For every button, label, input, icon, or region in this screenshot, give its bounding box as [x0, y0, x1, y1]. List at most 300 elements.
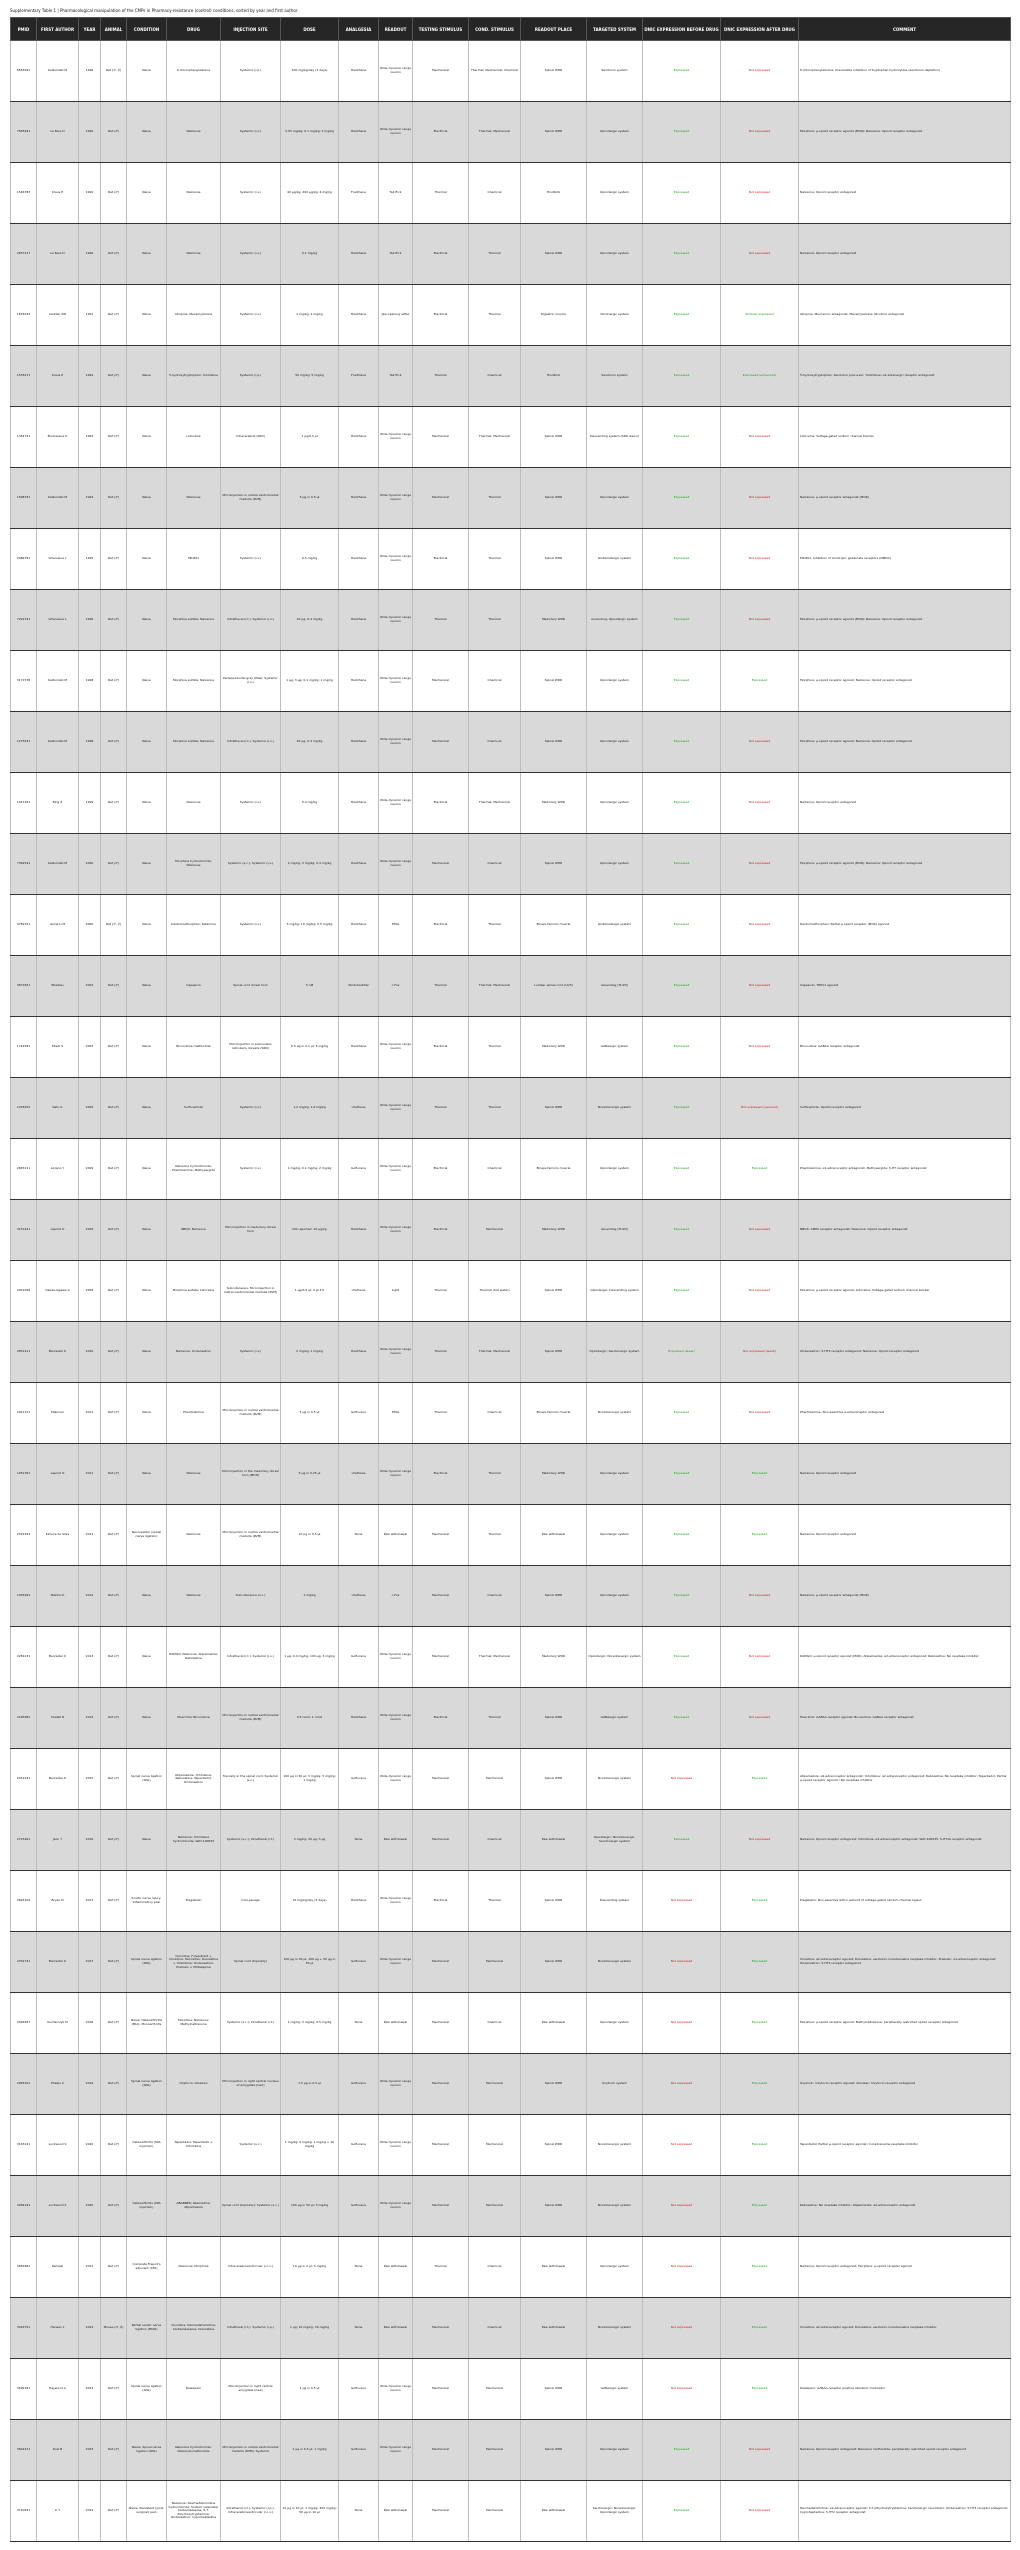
cell-targeted-system: Opioidergic system [587, 712, 643, 773]
cell-cond-stimulus: Thermal [469, 1017, 521, 1078]
cell-condition: Naive [127, 468, 167, 529]
cell-comment: Capsaicin: TRPV1 agonist [799, 956, 1011, 1017]
cell-targeted-system: Opioidergic system [587, 224, 643, 285]
cell-pmid: 1598331 [11, 468, 37, 529]
cell-readout-place: Paw withdrawal [521, 1505, 587, 1566]
cell-testing-stimulus: Mechanical [413, 1627, 469, 1688]
cell-comment: Dexmedetomidine: α2-adrenoceptor agonist; 5,7-dihydroxytryptamine: Serotonergic neurotoxin; Ondansetron: 5-HT3 receptor antagonist; Cyproheptadine: 5-HT2 receptor antagonist [799, 2481, 1011, 2542]
cell-testing-stimulus: Thermal [413, 956, 469, 1017]
cell-expr-after [721, 2054, 799, 2115]
cell-expr-after [721, 1078, 799, 1139]
cell-dose: 1 mg/kg; 2 mg/kg [281, 285, 339, 346]
cell-targeted-system: Ascending (TL4/5) [587, 1200, 643, 1261]
cell-expr-before [643, 773, 721, 834]
expression-status: Expressed [673, 1410, 690, 1415]
cell-animal: Rat (♂) [101, 102, 127, 163]
column-header-first-author: FIRST AUTHOR [37, 18, 79, 41]
cell-analgesia: Urethane [339, 1566, 379, 1627]
cell-first-author: Kucharczyk M [37, 1993, 79, 2054]
cell-expr-before [643, 2359, 721, 2420]
cell-injection-site: Systemic (i.v.) [221, 224, 281, 285]
column-header-comment: COMMENT [799, 18, 1011, 41]
cell-comment: Dextromethorphan: Partial μ-opioid receptor (MOR) agonist [799, 895, 1011, 956]
cell-dose: Not reported; 10 μg/kg [281, 1200, 339, 1261]
cell-readout-place: Spinal WDR [521, 224, 587, 285]
cell-year: 2018 [79, 1993, 101, 2054]
cell-drug: Naloxone [167, 224, 221, 285]
cell-animal: Rat (♂) [101, 224, 127, 285]
cell-analgesia: Urethane [339, 1078, 379, 1139]
cell-analgesia: None [339, 2298, 379, 2359]
cell-first-author: Bannister K [37, 1749, 79, 1810]
cell-readout-place: Medullary WDR [521, 1017, 587, 1078]
cell-dose: 40 μg/kg; 400 μg/kg; 4 mg/kg [281, 163, 339, 224]
table-row [11, 1566, 1011, 1627]
cell-condition: Spinal nerve ligation (SNL) [127, 1749, 167, 1810]
expression-status: Expressed [673, 617, 690, 622]
cell-drug: Naloxone [167, 163, 221, 224]
cell-dose: 5 μg in 0.5 μl [281, 1383, 339, 1444]
cell-readout: Wide dynamic range neuron [379, 1749, 413, 1810]
cell-expr-after [721, 1017, 799, 1078]
column-header-readout: READOUT [379, 18, 413, 41]
cell-readout-place: Spinal WDR [521, 41, 587, 102]
cell-comment: Naloxone: Opioid receptor antagonist [799, 224, 1011, 285]
cell-expr-before [643, 1993, 721, 2054]
cell-injection-site: Systemic (i.v.) [221, 285, 281, 346]
cell-comment: Morphine: μ-opioid receptor agonist; Methylnaltrexone: peripherally restricted opioid receptor antagonist [799, 1993, 1011, 2054]
cell-cond-stimulus: Chemical [469, 834, 521, 895]
cell-year: 2002 [79, 956, 101, 1017]
cell-dose: 1 μg; 0.4 mg/kg; 100 μg; 3 mg/kg [281, 1627, 339, 1688]
cell-pmid: 1935991 [11, 1566, 37, 1627]
cell-dose: 1 μg in 0.5 μl [281, 2359, 339, 2420]
cell-dose: 1 mg/kg; 3 mg/kg; 0.5 mg/kg [281, 1993, 339, 2054]
column-header-expr-after: DNIC EXPRESSION AFTER DRUG [721, 18, 799, 41]
cell-year: 2014 [79, 1688, 101, 1749]
expression-status: Expressed [751, 1776, 768, 1781]
cell-condition: Naive [127, 163, 167, 224]
cell-animal: Rat (♂) [101, 712, 127, 773]
cell-readout-place: Biceps femoris muscle [521, 895, 587, 956]
cell-expr-before [643, 895, 721, 956]
cell-cond-stimulus: Chemical [469, 1810, 521, 1871]
cell-first-author: Rampal [37, 2237, 79, 2298]
expression-status: Expressed [673, 678, 690, 683]
cell-year: 1991 [79, 285, 101, 346]
table-row [11, 1139, 1011, 1200]
cell-testing-stimulus: Thermal [413, 1261, 469, 1322]
expression-status: Not expressed [748, 983, 771, 988]
cell-pmid: 1578271 [11, 346, 37, 407]
cell-expr-after [721, 2359, 799, 2420]
cell-drug: Morphine; Naloxone; Methylnaltrexone [167, 1993, 221, 2054]
cell-first-author: Lapirot O [37, 1200, 79, 1261]
cell-animal: Rat (♂) [101, 468, 127, 529]
cell-pmid: 3416751 [11, 2298, 37, 2359]
cell-expr-before [643, 224, 721, 285]
cell-dose: 1.2 mg/kg; 1.6 mg/kg [281, 1078, 339, 1139]
cell-year: 2003 [79, 1017, 101, 1078]
cell-targeted-system: Descending system [587, 1871, 643, 1932]
cell-animal: Rat (♂) [101, 1139, 127, 1200]
cell-animal: Rat (♂) [101, 651, 127, 712]
cell-first-author: Ebadian [37, 956, 79, 1017]
cell-year: 1998 [79, 712, 101, 773]
cell-expr-before [643, 163, 721, 224]
cell-drug: Clonidine; Dexmedetomidine; Carbamazepine; Duloxetine [167, 2298, 221, 2359]
expression-status: Expressed [673, 251, 690, 256]
cell-year: 1994 [79, 468, 101, 529]
expression-status: Expressed [673, 1715, 690, 1720]
cell-cond-stimulus: Chemical [469, 651, 521, 712]
cell-animal: Rat (♂) [101, 1200, 127, 1261]
cell-cond-stimulus: Mechanical [469, 2420, 521, 2481]
cell-first-author: Lockwood S [37, 2115, 79, 2176]
cell-animal: Rat (♂) [101, 834, 127, 895]
table-row [11, 1871, 1011, 1932]
cell-readout-place: Spinal WDR [521, 2054, 587, 2115]
cell-expr-before [643, 834, 721, 895]
cell-targeted-system: Opioidergic; Descending system [587, 1261, 643, 1322]
cell-expr-before [643, 651, 721, 712]
cell-cond-stimulus: Thermal [469, 285, 521, 346]
expression-status: Expressed [751, 1898, 768, 1903]
cell-expr-before [643, 590, 721, 651]
cell-expr-before [643, 1932, 721, 1993]
expression-status: Not expressed [670, 1776, 693, 1781]
cell-animal: Rat (♂, ♀) [101, 41, 127, 102]
cell-readout: c-Fos [379, 956, 413, 1017]
cell-readout: Light [379, 1261, 413, 1322]
cell-analgesia: Isoflurane [339, 2420, 379, 2481]
cell-readout-place: Paw withdrawal [521, 2481, 587, 2542]
cell-first-author: Kimura da Silva [37, 1505, 79, 1566]
cell-condition: Naive [127, 285, 167, 346]
cell-first-author: Bannister K [37, 1932, 79, 1993]
cell-cond-stimulus: Chemical [469, 1566, 521, 1627]
cell-dose: 100 μg in 50 μl; 3 mg/kg [281, 2176, 339, 2237]
cell-dose: 10 μg in 2 μl; 5 mg/kg [281, 2237, 339, 2298]
cell-readout: Wide dynamic range neuron [379, 590, 413, 651]
cell-readout-place: Paw withdrawal [521, 2298, 587, 2359]
cell-cond-stimulus: Thermal [469, 1078, 521, 1139]
cell-readout: Wide dynamic range neuron [379, 41, 413, 102]
cell-analgesia: Halothane [339, 41, 379, 102]
cell-readout-place: Spinal WDR [521, 712, 587, 773]
cell-first-author: Villanueva L [37, 590, 79, 651]
cell-first-author: Le Bars D [37, 224, 79, 285]
cell-analgesia: Isoflurane [339, 1627, 379, 1688]
expression-status: Not expressed [670, 2203, 693, 2208]
cell-injection-site: Subcutaneous; Microinjection in rostral ventromedial medulla (RVM) [221, 1261, 281, 1322]
cell-expr-before [643, 1322, 721, 1383]
cell-readout: Paw withdrawal [379, 1810, 413, 1871]
cell-animal: Rat (♂) [101, 2420, 127, 2481]
cell-year: 1993 [79, 407, 101, 468]
expression-status: Not expressed [748, 922, 771, 927]
table-row [11, 529, 1011, 590]
expression-status: Expressed [673, 495, 690, 500]
cell-injection-site: Microinjection in rostral ventromedial medulla (RVM) [221, 1688, 281, 1749]
cell-expr-after [721, 1322, 799, 1383]
cell-analgesia: None [339, 1810, 379, 1871]
cell-condition: Naive [127, 1566, 167, 1627]
cell-analgesia: None [339, 2481, 379, 2542]
cell-readout-place: Spinal WDR [521, 1261, 587, 1322]
cell-animal: Rat (♂) [101, 2176, 127, 2237]
cell-drug: Pregabalin [167, 1871, 221, 1932]
cell-condition: Naive [127, 895, 167, 956]
cell-drug: Naloxone hydrochloride; Phentolamine; Methysergide [167, 1139, 221, 1200]
cell-pmid: 2165981 [11, 1688, 37, 1749]
cell-expr-before [643, 1261, 721, 1322]
cell-dose: 10 μg in 0.5 μl [281, 1505, 339, 1566]
cell-readout: c-Fos [379, 1566, 413, 1627]
cell-analgesia: Halothane [339, 895, 379, 956]
cell-pmid: 2281231 [11, 1627, 37, 1688]
cell-dose: 10 μg; 0.4 mg/kg [281, 590, 339, 651]
cell-drug: Morphine sulfate; Naloxone [167, 712, 221, 773]
cell-readout: Wide dynamic range neuron [379, 2420, 413, 2481]
expression-status: Not expressed [748, 1044, 771, 1049]
cell-targeted-system: Glutamatergic system [587, 895, 643, 956]
expression-status: Expressed [673, 129, 690, 134]
cell-expr-before [643, 2237, 721, 2298]
cell-condition: Naive [127, 41, 167, 102]
cell-testing-stimulus: Mechanical [413, 1749, 469, 1810]
cell-analgesia: Halothane [339, 285, 379, 346]
cell-condition: Spinal nerve ligation (SNL) [127, 1932, 167, 1993]
cell-first-author: Mabrouk [37, 1383, 79, 1444]
cell-first-author: Kalliomäki M [37, 41, 79, 102]
cell-readout-place: Spinal WDR [521, 1688, 587, 1749]
cell-injection-site: Microinjection in right central nucleus of amygdala (CeA) [221, 2054, 281, 2115]
cell-condition: Naive [127, 407, 167, 468]
expression-status: Not expressed [748, 129, 771, 134]
cell-readout: Wide dynamic range neuron [379, 2359, 413, 2420]
cell-injection-site: Systemic (i.v.) [221, 895, 281, 956]
column-header-targeted-system: TARGETED SYSTEM [587, 18, 643, 41]
cell-cond-stimulus: Thermal [469, 224, 521, 285]
cell-condition: Naive [127, 346, 167, 407]
cell-year: 2023 [79, 2359, 101, 2420]
cell-testing-stimulus: Mechanical [413, 2359, 469, 2420]
cell-animal: Rat (♂) [101, 1871, 127, 1932]
cell-animal: Rat (♂) [101, 956, 127, 1017]
cell-expr-before [643, 1139, 721, 1200]
cell-expr-after [721, 1505, 799, 1566]
cell-expr-before [643, 1688, 721, 1749]
cell-expr-before [643, 1627, 721, 1688]
cell-analgesia: Halothane [339, 1871, 379, 1932]
expression-status: Not expressed [748, 2447, 771, 2452]
cell-comment: Naloxone: Opioid receptor antagonist; Morphine: μ-opioid receptor agonist [799, 2237, 1011, 2298]
expression-status: Not expressed [748, 2508, 771, 2513]
cell-testing-stimulus: Mechanical [413, 1932, 469, 1993]
expression-status: Partially expressed [745, 312, 774, 317]
cell-condition: Naive [127, 529, 167, 590]
cell-drug: Tapentadol; Tapentadol + Yohimbine [167, 2115, 221, 2176]
column-header-dose: DOSE [281, 18, 339, 41]
cell-drug: Naloxone [167, 773, 221, 834]
cell-year: 2011 [79, 1505, 101, 1566]
cell-pmid: 2921311 [11, 1383, 37, 1444]
cell-comment: Reboxetine: NA reuptake inhibitor; Atipamezole: α2-adrenoceptor antagonist [799, 2176, 1011, 2237]
cell-dose: 25 μg; 0.4 mg/kg [281, 712, 339, 773]
cell-comment: Oxytocin: Oxytocin receptor agonist; Atosiban: Oxytocin receptor antagonist [799, 2054, 1011, 2115]
cell-condition: Naive [127, 651, 167, 712]
cell-expr-after [721, 41, 799, 102]
cell-cond-stimulus: Thermal [469, 1444, 521, 1505]
cell-testing-stimulus: Thermal [413, 1383, 469, 1444]
cell-condition: Osteoarthritis (MIA injection) [127, 2115, 167, 2176]
cell-injection-site: Intrathecal (i.t.); Systemic (i.p.); Intracerebroventricular (i.c.v.) [221, 2481, 281, 2542]
cell-comment: Naloxone: μ-opioid receptor antagonist (MOR) [799, 1566, 1011, 1627]
cell-targeted-system: Glutamatergic system [587, 529, 643, 590]
cell-targeted-system: Opioidergic system [587, 1139, 643, 1200]
cell-testing-stimulus: Thermal [413, 590, 469, 651]
column-header-condition: CONDITION [127, 18, 167, 41]
expression-status: Not expressed [748, 251, 771, 256]
expression-status: Not expressed [748, 617, 771, 622]
expression-status: Not expressed [748, 495, 771, 500]
table-row [11, 1932, 1011, 1993]
expression-status: Expressed [673, 983, 690, 988]
cell-testing-stimulus: Mechanical [413, 1993, 469, 2054]
cell-readout-place: Spinal WDR [521, 2115, 587, 2176]
cell-readout-place: Digastric muscle [521, 285, 587, 346]
cell-condition: Spinal nerve ligation (SNL) [127, 2054, 167, 2115]
cell-testing-stimulus: Electrical [413, 529, 469, 590]
cell-year: 2000 [79, 834, 101, 895]
cell-expr-after [721, 712, 799, 773]
cell-first-author: Gozariu M [37, 895, 79, 956]
cell-readout-place: Spinal WDR [521, 529, 587, 590]
cell-expr-after [721, 285, 799, 346]
expression-status: Not expressed [748, 800, 771, 805]
cell-drug: Naloxone [167, 102, 221, 163]
cell-first-author: Bannister K [37, 1627, 79, 1688]
cell-cond-stimulus: Thermal [469, 590, 521, 651]
cell-testing-stimulus: Electrical [413, 1444, 469, 1505]
expression-status: Expressed [673, 1654, 690, 1659]
expression-status: Not expressed [670, 2386, 693, 2391]
cell-year: 2023 [79, 2420, 101, 2481]
cell-dose: 1 mg/kg; 5 mg/kg; 1 mg/kg + 10 mg/kg [281, 2115, 339, 2176]
cell-pmid: 2451931 [11, 1749, 37, 1810]
cell-dose: 300 mg/kg/day (3 days) [281, 41, 339, 102]
cell-testing-stimulus: Mechanical [413, 1566, 469, 1627]
expression-status: Expressed [673, 1471, 690, 1476]
cell-first-author: Lockwood S [37, 2176, 79, 2237]
cell-testing-stimulus: Thermal [413, 163, 469, 224]
cell-expr-after [721, 1932, 799, 1993]
cell-drug: NBQX; Naloxone [167, 1200, 221, 1261]
cell-targeted-system: Opioidergic system [587, 2237, 643, 2298]
cell-dose: 5 mg/kg; 10 mg/kg; 0.5 mg/kg [281, 895, 339, 956]
cell-cond-stimulus: Thermal [469, 1688, 521, 1749]
cell-injection-site: Intrathecal (i.t.); Systemic (i.v.) [221, 1627, 281, 1688]
cell-expr-before [643, 407, 721, 468]
cell-comment: Lidocaine: Voltage-gated sodium channel blocker [799, 407, 1011, 468]
cell-comment: P-chlorophenylalanine: Irreversible inhibition of tryptophan hydroxylase (serotonin depletion) [799, 41, 1011, 102]
cell-condition: Naive [127, 1017, 167, 1078]
cell-cond-stimulus: Thermal [469, 1871, 521, 1932]
cell-testing-stimulus: Mechanical [413, 834, 469, 895]
cell-targeted-system: Noradrenergic system [587, 1749, 643, 1810]
cell-drug: Morphine sulfate; Naloxone [167, 651, 221, 712]
cell-pmid: 1354791 [11, 407, 37, 468]
cell-pmid: 2715461 [11, 1810, 37, 1871]
cell-first-author: Kraus E [37, 346, 79, 407]
cell-cond-stimulus: Thermal [469, 895, 521, 956]
cell-first-author: Kalliomäki M [37, 468, 79, 529]
expression-status: Not expressed [670, 2081, 693, 2086]
cell-first-author: Makino K [37, 1566, 79, 1627]
cell-condition: Naive [127, 1688, 167, 1749]
cell-expr-before [643, 1444, 721, 1505]
expression-status: Expressed (weak) [668, 1349, 695, 1354]
cell-analgesia: Isoflurane [339, 2359, 379, 2420]
cell-animal: Rat (♂) [101, 1993, 127, 2054]
cell-readout: Wide dynamic range neuron [379, 1139, 413, 1200]
cell-pmid: 1293452 [11, 1078, 37, 1139]
cell-readout: Jaw-opening reflex [379, 285, 413, 346]
cell-dose: 0.1 mg/kg [281, 224, 339, 285]
table-row [11, 2481, 1011, 2542]
cell-readout-place: Spinal WDR [521, 1566, 587, 1627]
cell-analgesia: Halothane [339, 1017, 379, 1078]
cell-comment: Naloxone: Opioid receptor antagonist [799, 773, 1011, 834]
cell-expr-after [721, 2176, 799, 2237]
table-row [11, 102, 1011, 163]
cell-expr-after [721, 2481, 799, 2542]
cell-pmid: 1275631 [11, 712, 37, 773]
cell-comment: Naloxone: Opioid receptor antagonist; Naloxone methiodide: peripherally restricted opioid receptor antagonist [799, 2420, 1011, 2481]
cell-expr-after [721, 407, 799, 468]
cell-first-author: Hansen L [37, 2298, 79, 2359]
cell-expr-after [721, 2115, 799, 2176]
cell-readout-place: Spinal WDR [521, 407, 587, 468]
cell-drug: Naloxone; Morphine [167, 2237, 221, 2298]
table-row [11, 895, 1011, 956]
cell-expr-before [643, 2420, 721, 2481]
cell-animal: Rat (♂) [101, 2481, 127, 2542]
table-row [11, 590, 1011, 651]
cell-year: 1992 [79, 346, 101, 407]
cell-testing-stimulus: Mechanical [413, 712, 469, 773]
cell-readout-place: Spinal WDR [521, 1749, 587, 1810]
cell-cond-stimulus: Thermal; Mechanical [469, 1627, 521, 1688]
pharmacology-table [10, 17, 1011, 2542]
cell-injection-site: Microinjection in rostral ventromedial medulla (RVM); Systemic [221, 2420, 281, 2481]
cell-animal: Rat (♂) [101, 2115, 127, 2176]
cell-pmid: 2941008 [11, 1261, 37, 1322]
cell-readout: Paw withdrawal [379, 1505, 413, 1566]
cell-year: 2013 [79, 1627, 101, 1688]
cell-pmid: 3151441 [11, 1200, 37, 1261]
cell-first-author: Jeon Y [37, 1810, 79, 1871]
cell-animal: Rat (♂) [101, 1932, 127, 1993]
cell-year: 2015 [79, 1749, 101, 1810]
cell-pmid: 4781551 [11, 895, 37, 956]
cell-first-author: Kato G [37, 1078, 79, 1139]
cell-testing-stimulus: Electrical [413, 895, 469, 956]
cell-targeted-system: Opioidergic system [587, 1566, 643, 1627]
expression-status: Expressed [673, 1532, 690, 1537]
cell-first-author: Le Bars D [37, 102, 79, 163]
